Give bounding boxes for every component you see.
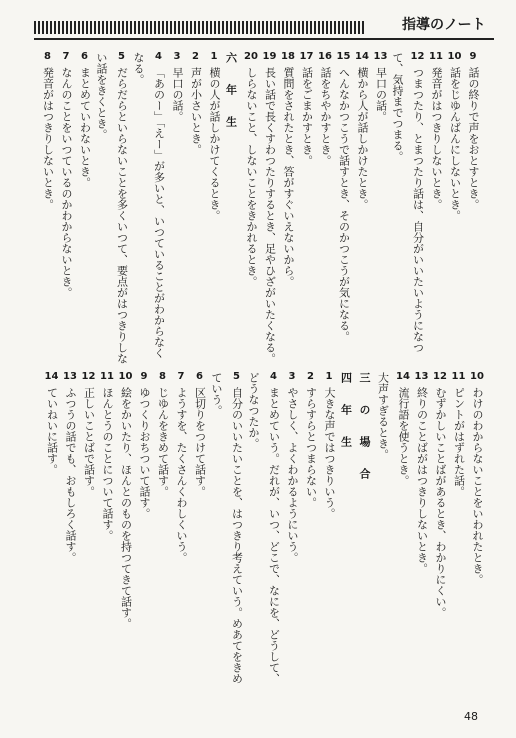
item-number: 3: [288, 371, 296, 382]
item-number: 4: [270, 371, 277, 382]
item-number: 14: [44, 371, 59, 382]
item-number: 6: [81, 51, 88, 62]
section-heading-text: 三 の 場 合: [358, 372, 371, 484]
list-item: [63, 372, 77, 563]
item-number: 8: [44, 51, 51, 62]
item-number: 20: [244, 51, 258, 62]
item-number: 2: [307, 371, 314, 382]
list-item: [133, 52, 144, 85]
list-item: [452, 372, 466, 497]
item-text: 声が小さいとき。: [189, 67, 203, 155]
list-item: [378, 372, 389, 460]
list-item: [100, 372, 114, 541]
item-text: 正しいことばで話す。: [82, 387, 96, 497]
section-heading-text: 四 年 生: [339, 372, 353, 452]
item-text: 話の終りで声をおとすとき。: [467, 67, 480, 210]
list-item: [41, 52, 55, 210]
item-number: 18: [281, 51, 295, 62]
section-heading-text: 六 年 生: [224, 52, 238, 132]
item-text: ほんとうのことについて話す。: [101, 387, 114, 541]
section-heading: [226, 52, 237, 132]
item-text: ようすを、たくさんくわしくいう。: [175, 387, 188, 563]
item-text: い話をきくとき。: [95, 52, 108, 140]
item-text: 流行語を使うとき。: [397, 387, 410, 486]
list-item: [78, 52, 92, 188]
item-text: 話をちやかすとき。: [319, 67, 332, 166]
item-text: まとめていわないとき。: [78, 67, 92, 188]
list-item: [82, 372, 96, 497]
item-text: 話をじゆんばんにしないとき。: [448, 67, 462, 221]
item-text: ふつうの話でも、おもしろく話す。: [64, 387, 77, 563]
item-number: 1: [210, 51, 218, 62]
item-number: 7: [177, 371, 185, 382]
list-item: [263, 52, 277, 364]
item-text: 長い話で長くすわつたりするとき、足やひざがいたくなる。: [263, 67, 277, 364]
item-number: 2: [192, 51, 199, 62]
list-item: [119, 372, 133, 629]
item-text: なんのことをいつているのかわからないとき。: [60, 67, 73, 298]
item-text: じゆんをきめて話す。: [156, 387, 170, 497]
item-number: 7: [62, 51, 70, 62]
item-text: だらだらといらないことを多くいつて、要点がはつきりしな: [115, 67, 129, 364]
page-number: 48: [464, 710, 478, 723]
item-text: へんなかつこうで話すとき、そのかつこうが気になる。: [337, 67, 351, 342]
list-item: [193, 372, 207, 497]
item-number: 3: [173, 51, 181, 62]
item-text: しらないこと、しないことをきかれるとき。: [245, 67, 258, 287]
item-number: 17: [299, 51, 314, 62]
item-number: 11: [429, 51, 443, 62]
list-item: [355, 52, 369, 210]
list-item: [392, 52, 403, 162]
item-text: つまつたり、とまつたり話は、自分がいいたいようになつ: [411, 67, 425, 353]
list-item: [322, 372, 336, 519]
item-text: 区切りをつけて話す。: [193, 387, 207, 497]
item-text: まとめていう。だれが、いつ、どこで、なにを、どうして、: [267, 387, 281, 684]
item-text: ていう。: [210, 372, 223, 416]
list-item: [174, 372, 188, 563]
item-number: 12: [410, 51, 425, 62]
item-text: ていねいに話す。: [45, 387, 59, 475]
list-item: [248, 372, 259, 449]
list-item: [281, 52, 295, 287]
item-text: ゆつくりおちついて話す。: [138, 387, 151, 519]
list-item: [207, 52, 221, 221]
list-item: [115, 52, 129, 364]
item-text: わけのわからないことをいわれたとき。: [471, 387, 484, 585]
list-item: [466, 52, 480, 210]
list-item: [267, 372, 281, 684]
item-text: 発音がはつきりしないとき。: [430, 67, 443, 210]
list-item: [396, 372, 410, 486]
item-text: て、気持までつまる。: [391, 52, 404, 162]
header-rule: [34, 38, 494, 40]
list-item: [411, 52, 425, 353]
list-item: [415, 372, 429, 574]
item-number: 10: [470, 371, 484, 382]
item-text: ピントがはずれた話。: [452, 387, 466, 497]
list-item: [170, 52, 184, 122]
item-number: 11: [100, 371, 114, 382]
list-item: [448, 52, 462, 221]
section-heading: [341, 372, 352, 452]
item-text: むずかしいことばがあるとき、わかりにくい。: [434, 387, 447, 618]
item-number: 5: [118, 51, 125, 62]
list-item: [211, 372, 222, 416]
item-number: 4: [155, 51, 162, 62]
item-number: 9: [140, 371, 148, 382]
item-text: 横の人が話しかけてくるとき。: [208, 67, 221, 221]
item-text: 発音がはつきりしないとき。: [41, 67, 55, 210]
item-number: 16: [318, 51, 332, 62]
item-number: 14: [396, 371, 410, 382]
item-text: 自分のいいたいことを、はつきり考えていう。めあてをきめ: [230, 387, 244, 684]
list-item: [285, 372, 299, 563]
item-number: 8: [159, 371, 166, 382]
list-item: [189, 52, 203, 155]
item-text: 絵をかいたり、ほんとのものを持つてきて話す。: [119, 387, 133, 629]
item-text: 早口の話。: [171, 67, 184, 122]
item-text: なる。: [132, 52, 145, 85]
item-text: 終りのことばがはつきりしないとき。: [415, 387, 429, 574]
list-item: [429, 52, 443, 210]
item-number: 12: [433, 371, 447, 382]
header-title: 指導のノート: [402, 17, 486, 33]
item-number: 13: [373, 51, 388, 62]
item-number: 19: [262, 51, 277, 62]
item-text: 話をごまかすとき。: [300, 67, 314, 166]
list-item: [156, 372, 170, 497]
list-item: [152, 52, 166, 359]
list-item: [318, 52, 332, 166]
item-number: 9: [469, 51, 477, 62]
item-text: どうなつたか。: [247, 372, 260, 449]
item-number: 13: [63, 371, 77, 382]
item-number: 10: [447, 51, 462, 62]
item-text: 質問をされたとき、答がすぐいえないから。: [282, 67, 295, 287]
list-item: [470, 372, 484, 585]
section-heading: [359, 372, 370, 484]
header-decorative-strip: [34, 21, 364, 34]
item-number: 5: [233, 371, 240, 382]
list-item: [96, 52, 107, 140]
list-item: [59, 52, 73, 298]
list-item: [433, 372, 447, 618]
list-item: [300, 52, 314, 166]
list-item: [244, 52, 258, 287]
item-text: 「あのー」「えー」が多いと、いつていることがわからなく: [152, 67, 166, 359]
item-number: 10: [118, 371, 133, 382]
list-item: [137, 372, 151, 519]
item-number: 13: [414, 371, 429, 382]
item-number: 1: [325, 371, 333, 382]
list-item: [374, 52, 388, 122]
list-item: [230, 372, 244, 684]
item-text: やさしく、よくわかるようにいう。: [286, 387, 299, 563]
item-number: 15: [336, 51, 351, 62]
list-item: [45, 372, 59, 475]
item-text: 大声すぎるとき。: [376, 372, 390, 460]
item-number: 6: [196, 371, 203, 382]
item-text: すらすらとつまらない。: [304, 387, 318, 508]
list-item: [337, 52, 351, 342]
item-number: 14: [355, 51, 369, 62]
list-item: [304, 372, 318, 508]
item-text: 大きな声ではつきりいう。: [323, 387, 336, 519]
item-number: 12: [81, 371, 96, 382]
item-number: 11: [451, 371, 466, 382]
item-text: 横から人が話しかけたとき。: [356, 67, 369, 210]
item-text: 早口の話。: [374, 67, 388, 122]
